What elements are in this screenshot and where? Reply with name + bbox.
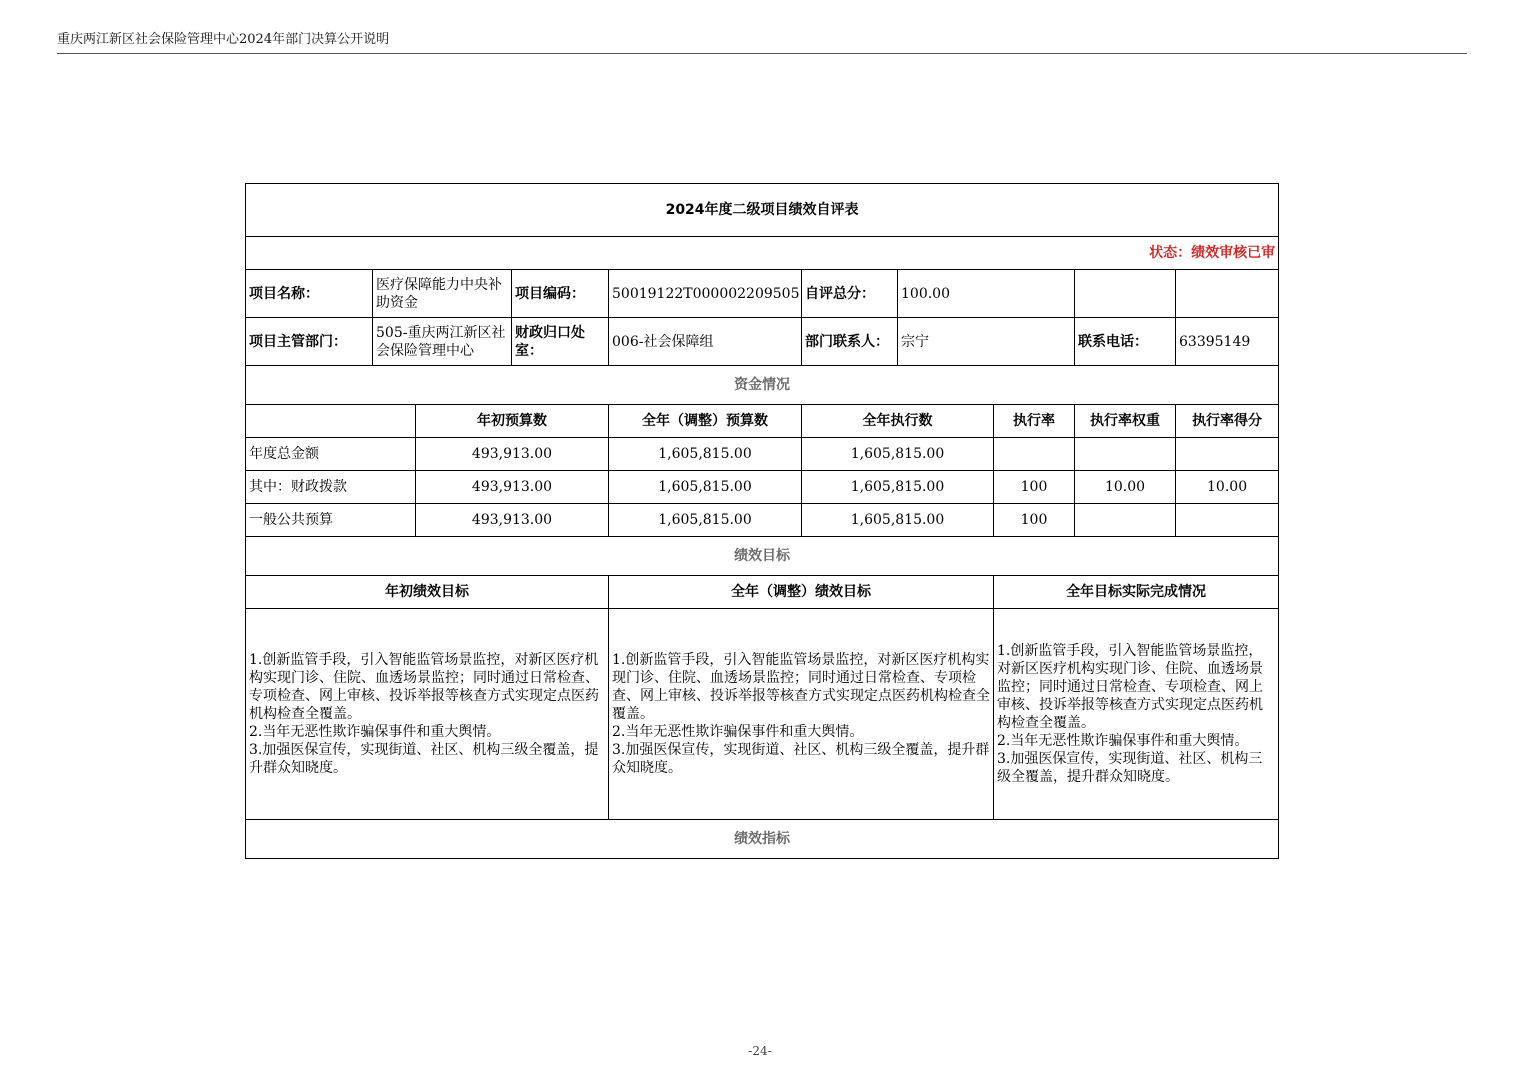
goal-item: 3.加强医保宣传，实现街道、社区、机构三级全覆盖，提升群众知晓度。 bbox=[249, 742, 599, 776]
funds-header-rate: 执行率 bbox=[994, 405, 1075, 438]
funds-initial-value: 493,913.00 bbox=[416, 504, 609, 537]
initial-goals-cell bbox=[246, 609, 609, 820]
goal-item: 1.创新监管手段，引入智能监管场景监控，对新区医疗机构实现门诊、住院、血透场景监控；同时通过日常检查、专项检查、网上审核、投诉举报等核查方式实现定点医药机构检查全覆盖。 bbox=[612, 652, 990, 722]
goal-item: 1.创新监管手段，引入智能监管场景监控，对新区医疗机构实现门诊、住院、血透场景监控；同时通过日常检查、专项检查、网上审核、投诉举报等核查方式实现定点医药机构检查全覆盖。 bbox=[249, 652, 599, 722]
funds-weight-value bbox=[1075, 504, 1176, 537]
funds-executed-value: 1,605,815.00 bbox=[802, 471, 994, 504]
funds-header-executed: 全年执行数 bbox=[802, 405, 994, 438]
contact-label: 部门联系人： bbox=[802, 318, 898, 366]
funds-adjusted-value: 1,605,815.00 bbox=[609, 471, 802, 504]
funds-weight-value: 10.00 bbox=[1075, 471, 1176, 504]
goal-item: 2.当年无恶性欺诈骗保事件和重大舆情。 bbox=[997, 733, 1249, 749]
dept-value: 505-重庆两江新区社会保险管理中心 bbox=[373, 318, 512, 366]
funds-initial-value: 493,913.00 bbox=[416, 471, 609, 504]
funds-row-label: 其中：财政拨款 bbox=[246, 471, 416, 504]
funds-rate-value: 100 bbox=[994, 471, 1075, 504]
finance-office-label: 财政归口处室： bbox=[512, 318, 609, 366]
empty-cell bbox=[1176, 270, 1279, 318]
indicators-section-title: 绩效指标 bbox=[246, 820, 1279, 859]
goals-section-title: 绩效目标 bbox=[246, 537, 1279, 576]
goals-header-adjusted: 全年（调整）绩效目标 bbox=[609, 576, 994, 609]
header-divider bbox=[57, 53, 1467, 54]
funds-row-label: 年度总金额 bbox=[246, 438, 416, 471]
funds-header-weight: 执行率权重 bbox=[1075, 405, 1176, 438]
funds-adjusted-value: 1,605,815.00 bbox=[609, 438, 802, 471]
table-row bbox=[246, 471, 1279, 504]
actual-goals-cell bbox=[994, 609, 1279, 820]
funds-weight-value bbox=[1075, 438, 1176, 471]
table-row bbox=[246, 504, 1279, 537]
funds-header-blank bbox=[246, 405, 416, 438]
project-name-label: 项目名称： bbox=[246, 270, 373, 318]
finance-office-value: 006-社会保障组 bbox=[609, 318, 802, 366]
contact-value: 宗宁 bbox=[898, 318, 1075, 366]
funds-score-value bbox=[1176, 438, 1279, 471]
funds-row-label: 一般公共预算 bbox=[246, 504, 416, 537]
project-name-value: 医疗保障能力中央补助资金 bbox=[373, 270, 512, 318]
funds-score-value: 10.00 bbox=[1176, 471, 1279, 504]
performance-evaluation-table bbox=[245, 183, 1279, 859]
empty-cell bbox=[1075, 270, 1176, 318]
form-title: 2024年度二级项目绩效自评表 bbox=[246, 184, 1279, 237]
status-badge: 状态：绩效审核已审 bbox=[246, 237, 1279, 270]
goals-header-initial: 年初绩效目标 bbox=[246, 576, 609, 609]
document-header: 重庆两江新区社会保险管理中心2024年部门决算公开说明 bbox=[57, 32, 390, 47]
goal-item: 1.创新监管手段，引入智能监管场景监控，对新区医疗机构实现门诊、住院、血透场景监控；同时通过日常检查、专项检查、网上审核、投诉举报等核查方式实现定点医药机构检查全覆盖。 bbox=[997, 643, 1263, 731]
self-score-value: 100.00 bbox=[898, 270, 1075, 318]
phone-label: 联系电话： bbox=[1075, 318, 1176, 366]
phone-value: 63395149 bbox=[1176, 318, 1279, 366]
page-number: -24- bbox=[748, 1044, 772, 1058]
funds-score-value bbox=[1176, 504, 1279, 537]
funds-rate-value: 100 bbox=[994, 504, 1075, 537]
table-row bbox=[246, 438, 1279, 471]
adjusted-goals-cell bbox=[609, 609, 994, 820]
goal-item: 2.当年无恶性欺诈骗保事件和重大舆情。 bbox=[612, 724, 864, 740]
funds-section-title: 资金情况 bbox=[246, 366, 1279, 405]
dept-label: 项目主管部门： bbox=[246, 318, 373, 366]
funds-header-initial: 年初预算数 bbox=[416, 405, 609, 438]
funds-adjusted-value: 1,605,815.00 bbox=[609, 504, 802, 537]
funds-rate-value bbox=[994, 438, 1075, 471]
goal-item: 3.加强医保宣传，实现街道、社区、机构三级全覆盖，提升群众知晓度。 bbox=[612, 742, 990, 776]
funds-executed-value: 1,605,815.00 bbox=[802, 438, 994, 471]
goals-header-actual: 全年目标实际完成情况 bbox=[994, 576, 1279, 609]
self-score-label: 自评总分： bbox=[802, 270, 898, 318]
funds-header-score: 执行率得分 bbox=[1176, 405, 1279, 438]
goal-item: 3.加强医保宣传，实现街道、社区、机构三级全覆盖，提升群众知晓度。 bbox=[997, 751, 1263, 785]
funds-header-adjusted: 全年（调整）预算数 bbox=[609, 405, 802, 438]
funds-initial-value: 493,913.00 bbox=[416, 438, 609, 471]
project-code-label: 项目编码： bbox=[512, 270, 609, 318]
funds-executed-value: 1,605,815.00 bbox=[802, 504, 994, 537]
goal-item: 2.当年无恶性欺诈骗保事件和重大舆情。 bbox=[249, 724, 501, 740]
project-code-value: 50019122T000002209505 bbox=[609, 270, 802, 318]
